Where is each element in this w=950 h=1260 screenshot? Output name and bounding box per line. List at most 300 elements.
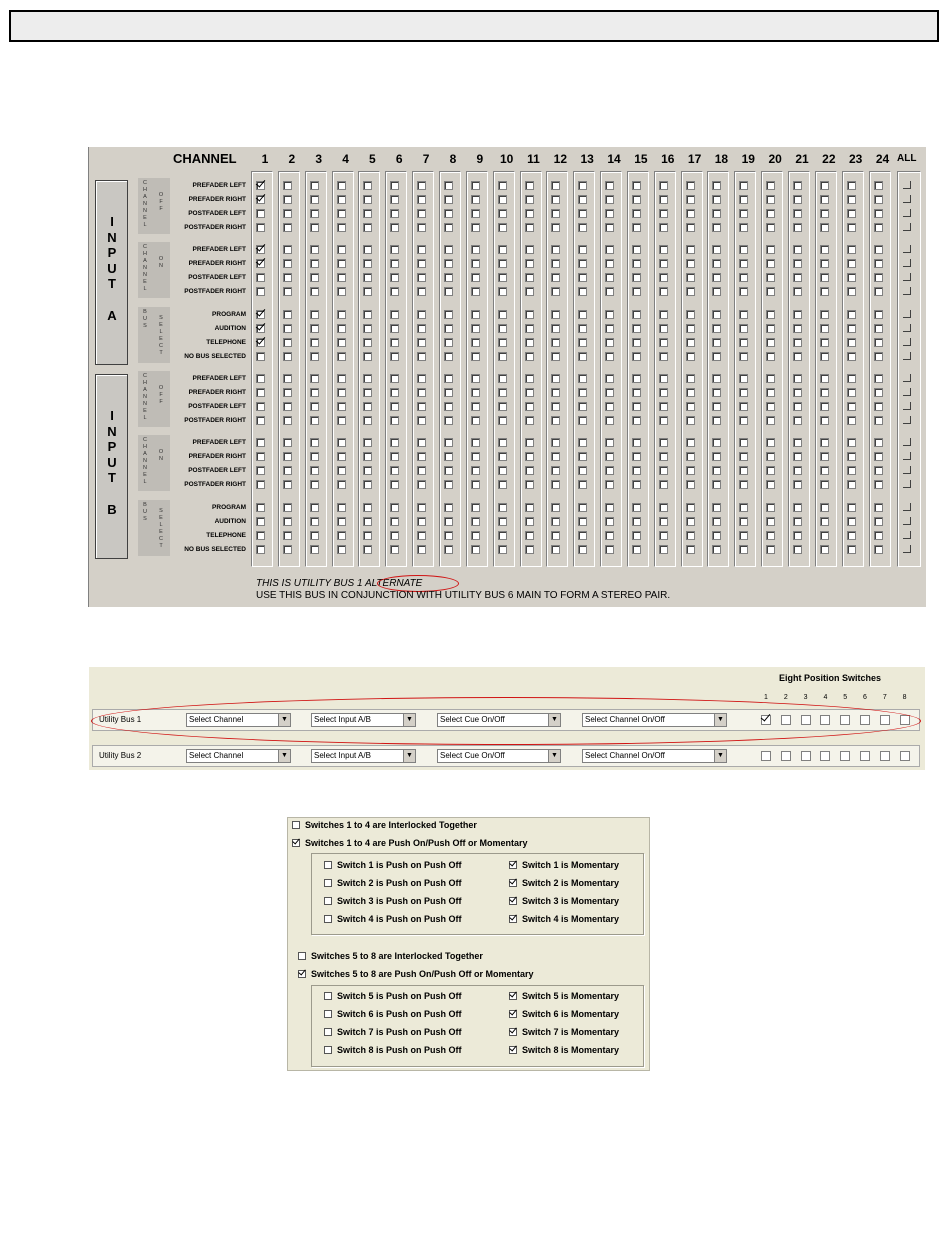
channel-2-checkbox[interactable] bbox=[283, 452, 292, 461]
channel-16-checkbox[interactable] bbox=[659, 480, 668, 489]
channel-22-checkbox[interactable] bbox=[820, 324, 829, 333]
channel-11-checkbox[interactable] bbox=[525, 338, 534, 347]
channel-19-checkbox[interactable] bbox=[739, 531, 748, 540]
channel-13-checkbox[interactable] bbox=[578, 195, 587, 204]
channel-9-checkbox[interactable] bbox=[471, 438, 480, 447]
channel-2-checkbox[interactable] bbox=[283, 545, 292, 554]
channel-24-checkbox[interactable] bbox=[874, 245, 883, 254]
channel-3-checkbox[interactable] bbox=[310, 374, 319, 383]
channel-24-checkbox[interactable] bbox=[874, 388, 883, 397]
channel-9-checkbox[interactable] bbox=[471, 245, 480, 254]
channel-5-checkbox[interactable] bbox=[363, 245, 372, 254]
channel-11-checkbox[interactable] bbox=[525, 517, 534, 526]
g1-push-4-checkbox[interactable] bbox=[324, 915, 332, 923]
channel-19-checkbox[interactable] bbox=[739, 338, 748, 347]
channel-9-checkbox[interactable] bbox=[471, 259, 480, 268]
channel-24-checkbox[interactable] bbox=[874, 352, 883, 361]
channel-13-checkbox[interactable] bbox=[578, 245, 587, 254]
channel-5-checkbox[interactable] bbox=[363, 259, 372, 268]
g1-push-2-checkbox[interactable] bbox=[324, 879, 332, 887]
channel-24-checkbox[interactable] bbox=[874, 466, 883, 475]
all-button[interactable] bbox=[903, 273, 911, 281]
channel-24-checkbox[interactable] bbox=[874, 209, 883, 218]
channel-17-checkbox[interactable] bbox=[686, 545, 695, 554]
channel-11-checkbox[interactable] bbox=[525, 324, 534, 333]
channel-4-checkbox[interactable] bbox=[337, 416, 346, 425]
channel-1-checkbox[interactable] bbox=[256, 273, 265, 282]
channel-14-checkbox[interactable] bbox=[605, 209, 614, 218]
select-channel-dropdown[interactable]: Select Channel ▼ bbox=[186, 713, 291, 727]
channel-2-checkbox[interactable] bbox=[283, 324, 292, 333]
channel-15-checkbox[interactable] bbox=[632, 352, 641, 361]
channel-17-checkbox[interactable] bbox=[686, 195, 695, 204]
channel-21-checkbox[interactable] bbox=[793, 388, 802, 397]
channel-4-checkbox[interactable] bbox=[337, 287, 346, 296]
channel-12-checkbox[interactable] bbox=[551, 480, 560, 489]
g1-momentary-1[interactable] bbox=[509, 860, 619, 870]
channel-20-checkbox[interactable] bbox=[766, 503, 775, 512]
g2-mode[interactable] bbox=[298, 969, 534, 979]
channel-11-checkbox[interactable] bbox=[525, 223, 534, 232]
channel-7-checkbox[interactable] bbox=[417, 388, 426, 397]
channel-1-checkbox[interactable] bbox=[256, 195, 265, 204]
channel-13-checkbox[interactable] bbox=[578, 517, 587, 526]
channel-23-checkbox[interactable] bbox=[847, 452, 856, 461]
channel-20-checkbox[interactable] bbox=[766, 402, 775, 411]
channel-2-checkbox[interactable] bbox=[283, 503, 292, 512]
channel-3-checkbox[interactable] bbox=[310, 466, 319, 475]
channel-8-checkbox[interactable] bbox=[444, 310, 453, 319]
channel-13-checkbox[interactable] bbox=[578, 466, 587, 475]
channel-2-checkbox[interactable] bbox=[283, 402, 292, 411]
channel-22-checkbox[interactable] bbox=[820, 480, 829, 489]
channel-23-checkbox[interactable] bbox=[847, 273, 856, 282]
channel-11-checkbox[interactable] bbox=[525, 195, 534, 204]
channel-17-checkbox[interactable] bbox=[686, 503, 695, 512]
channel-11-checkbox[interactable] bbox=[525, 352, 534, 361]
channel-12-checkbox[interactable] bbox=[551, 287, 560, 296]
channel-17-checkbox[interactable] bbox=[686, 223, 695, 232]
channel-20-checkbox[interactable] bbox=[766, 181, 775, 190]
switch-1-checkbox[interactable] bbox=[761, 751, 771, 761]
channel-24-checkbox[interactable] bbox=[874, 287, 883, 296]
channel-1-checkbox[interactable] bbox=[256, 259, 265, 268]
channel-2-checkbox[interactable] bbox=[283, 438, 292, 447]
channel-24-checkbox[interactable] bbox=[874, 223, 883, 232]
channel-4-checkbox[interactable] bbox=[337, 545, 346, 554]
channel-8-checkbox[interactable] bbox=[444, 352, 453, 361]
channel-8-checkbox[interactable] bbox=[444, 209, 453, 218]
channel-7-checkbox[interactable] bbox=[417, 416, 426, 425]
channel-11-checkbox[interactable] bbox=[525, 545, 534, 554]
channel-15-checkbox[interactable] bbox=[632, 181, 641, 190]
channel-7-checkbox[interactable] bbox=[417, 259, 426, 268]
channel-21-checkbox[interactable] bbox=[793, 338, 802, 347]
g1-push-2[interactable] bbox=[324, 878, 462, 888]
channel-21-checkbox[interactable] bbox=[793, 223, 802, 232]
channel-23-checkbox[interactable] bbox=[847, 503, 856, 512]
channel-1-checkbox[interactable] bbox=[256, 466, 265, 475]
channel-14-checkbox[interactable] bbox=[605, 195, 614, 204]
channel-18-checkbox[interactable] bbox=[712, 388, 721, 397]
channel-11-checkbox[interactable] bbox=[525, 310, 534, 319]
channel-7-checkbox[interactable] bbox=[417, 338, 426, 347]
all-button[interactable] bbox=[903, 517, 911, 525]
channel-4-checkbox[interactable] bbox=[337, 374, 346, 383]
channel-21-checkbox[interactable] bbox=[793, 545, 802, 554]
all-button[interactable] bbox=[903, 545, 911, 553]
channel-4-checkbox[interactable] bbox=[337, 531, 346, 540]
channel-9-checkbox[interactable] bbox=[471, 374, 480, 383]
channel-23-checkbox[interactable] bbox=[847, 195, 856, 204]
channel-23-checkbox[interactable] bbox=[847, 517, 856, 526]
channel-21-checkbox[interactable] bbox=[793, 195, 802, 204]
channel-17-checkbox[interactable] bbox=[686, 438, 695, 447]
channel-10-checkbox[interactable] bbox=[498, 480, 507, 489]
channel-12-checkbox[interactable] bbox=[551, 223, 560, 232]
channel-3-checkbox[interactable] bbox=[310, 259, 319, 268]
channel-19-checkbox[interactable] bbox=[739, 402, 748, 411]
channel-24-checkbox[interactable] bbox=[874, 273, 883, 282]
channel-4-checkbox[interactable] bbox=[337, 388, 346, 397]
channel-14-checkbox[interactable] bbox=[605, 466, 614, 475]
channel-2-checkbox[interactable] bbox=[283, 287, 292, 296]
g2-momentary-6-checkbox[interactable] bbox=[509, 1010, 517, 1018]
channel-13-checkbox[interactable] bbox=[578, 352, 587, 361]
g2-momentary-5-checkbox[interactable] bbox=[509, 992, 517, 1000]
channel-10-checkbox[interactable] bbox=[498, 324, 507, 333]
channel-23-checkbox[interactable] bbox=[847, 287, 856, 296]
channel-11-checkbox[interactable] bbox=[525, 181, 534, 190]
channel-19-checkbox[interactable] bbox=[739, 480, 748, 489]
channel-3-checkbox[interactable] bbox=[310, 324, 319, 333]
channel-21-checkbox[interactable] bbox=[793, 438, 802, 447]
channel-14-checkbox[interactable] bbox=[605, 438, 614, 447]
channel-6-checkbox[interactable] bbox=[390, 287, 399, 296]
channel-3-checkbox[interactable] bbox=[310, 181, 319, 190]
channel-2-checkbox[interactable] bbox=[283, 245, 292, 254]
channel-10-checkbox[interactable] bbox=[498, 287, 507, 296]
channel-22-checkbox[interactable] bbox=[820, 181, 829, 190]
channel-7-checkbox[interactable] bbox=[417, 273, 426, 282]
all-button[interactable] bbox=[903, 352, 911, 360]
channel-3-checkbox[interactable] bbox=[310, 416, 319, 425]
channel-13-checkbox[interactable] bbox=[578, 273, 587, 282]
channel-20-checkbox[interactable] bbox=[766, 245, 775, 254]
channel-16-checkbox[interactable] bbox=[659, 338, 668, 347]
channel-24-checkbox[interactable] bbox=[874, 480, 883, 489]
channel-19-checkbox[interactable] bbox=[739, 452, 748, 461]
channel-15-checkbox[interactable] bbox=[632, 287, 641, 296]
channel-14-checkbox[interactable] bbox=[605, 374, 614, 383]
all-button[interactable] bbox=[903, 374, 911, 382]
all-button[interactable] bbox=[903, 438, 911, 446]
channel-12-checkbox[interactable] bbox=[551, 466, 560, 475]
channel-3-checkbox[interactable] bbox=[310, 352, 319, 361]
channel-16-checkbox[interactable] bbox=[659, 402, 668, 411]
channel-10-checkbox[interactable] bbox=[498, 352, 507, 361]
channel-15-checkbox[interactable] bbox=[632, 374, 641, 383]
channel-8-checkbox[interactable] bbox=[444, 181, 453, 190]
channel-6-checkbox[interactable] bbox=[390, 181, 399, 190]
channel-11-checkbox[interactable] bbox=[525, 259, 534, 268]
all-button[interactable] bbox=[903, 388, 911, 396]
channel-10-checkbox[interactable] bbox=[498, 310, 507, 319]
channel-14-checkbox[interactable] bbox=[605, 416, 614, 425]
channel-5-checkbox[interactable] bbox=[363, 402, 372, 411]
channel-13-checkbox[interactable] bbox=[578, 310, 587, 319]
channel-2-checkbox[interactable] bbox=[283, 352, 292, 361]
channel-4-checkbox[interactable] bbox=[337, 503, 346, 512]
select-input-dropdown[interactable]: Select Input A/B ▼ bbox=[311, 749, 416, 763]
channel-9-checkbox[interactable] bbox=[471, 352, 480, 361]
channel-21-checkbox[interactable] bbox=[793, 287, 802, 296]
channel-13-checkbox[interactable] bbox=[578, 545, 587, 554]
channel-23-checkbox[interactable] bbox=[847, 374, 856, 383]
channel-2-checkbox[interactable] bbox=[283, 388, 292, 397]
channel-9-checkbox[interactable] bbox=[471, 273, 480, 282]
channel-22-checkbox[interactable] bbox=[820, 503, 829, 512]
channel-15-checkbox[interactable] bbox=[632, 438, 641, 447]
channel-5-checkbox[interactable] bbox=[363, 324, 372, 333]
channel-8-checkbox[interactable] bbox=[444, 195, 453, 204]
channel-1-checkbox[interactable] bbox=[256, 324, 265, 333]
channel-5-checkbox[interactable] bbox=[363, 452, 372, 461]
channel-18-checkbox[interactable] bbox=[712, 259, 721, 268]
channel-10-checkbox[interactable] bbox=[498, 259, 507, 268]
all-button[interactable] bbox=[903, 466, 911, 474]
channel-1-checkbox[interactable] bbox=[256, 209, 265, 218]
channel-20-checkbox[interactable] bbox=[766, 416, 775, 425]
channel-19-checkbox[interactable] bbox=[739, 324, 748, 333]
all-button[interactable] bbox=[903, 416, 911, 424]
channel-19-checkbox[interactable] bbox=[739, 388, 748, 397]
channel-23-checkbox[interactable] bbox=[847, 438, 856, 447]
select-channel-dropdown[interactable]: Select Channel ▼ bbox=[186, 749, 291, 763]
channel-1-checkbox[interactable] bbox=[256, 402, 265, 411]
channel-8-checkbox[interactable] bbox=[444, 324, 453, 333]
select-onoff-dropdown[interactable]: Select Channel On/Off ▼ bbox=[582, 749, 727, 763]
channel-8-checkbox[interactable] bbox=[444, 517, 453, 526]
channel-9-checkbox[interactable] bbox=[471, 310, 480, 319]
channel-5-checkbox[interactable] bbox=[363, 273, 372, 282]
g2-push-6[interactable] bbox=[324, 1009, 462, 1019]
channel-16-checkbox[interactable] bbox=[659, 310, 668, 319]
channel-22-checkbox[interactable] bbox=[820, 466, 829, 475]
channel-18-checkbox[interactable] bbox=[712, 195, 721, 204]
channel-21-checkbox[interactable] bbox=[793, 466, 802, 475]
channel-11-checkbox[interactable] bbox=[525, 209, 534, 218]
channel-2-checkbox[interactable] bbox=[283, 273, 292, 282]
channel-14-checkbox[interactable] bbox=[605, 545, 614, 554]
channel-24-checkbox[interactable] bbox=[874, 452, 883, 461]
channel-24-checkbox[interactable] bbox=[874, 517, 883, 526]
channel-1-checkbox[interactable] bbox=[256, 245, 265, 254]
g2-momentary-5[interactable] bbox=[509, 991, 619, 1001]
channel-10-checkbox[interactable] bbox=[498, 195, 507, 204]
channel-10-checkbox[interactable] bbox=[498, 245, 507, 254]
channel-10-checkbox[interactable] bbox=[498, 338, 507, 347]
channel-7-checkbox[interactable] bbox=[417, 402, 426, 411]
channel-16-checkbox[interactable] bbox=[659, 287, 668, 296]
channel-3-checkbox[interactable] bbox=[310, 338, 319, 347]
channel-12-checkbox[interactable] bbox=[551, 259, 560, 268]
channel-6-checkbox[interactable] bbox=[390, 388, 399, 397]
all-button[interactable] bbox=[903, 480, 911, 488]
channel-15-checkbox[interactable] bbox=[632, 209, 641, 218]
channel-4-checkbox[interactable] bbox=[337, 517, 346, 526]
channel-23-checkbox[interactable] bbox=[847, 531, 856, 540]
channel-2-checkbox[interactable] bbox=[283, 466, 292, 475]
channel-1-checkbox[interactable] bbox=[256, 352, 265, 361]
channel-21-checkbox[interactable] bbox=[793, 402, 802, 411]
channel-3-checkbox[interactable] bbox=[310, 209, 319, 218]
channel-16-checkbox[interactable] bbox=[659, 438, 668, 447]
switch-5-checkbox[interactable] bbox=[840, 751, 850, 761]
channel-1-checkbox[interactable] bbox=[256, 545, 265, 554]
channel-12-checkbox[interactable] bbox=[551, 388, 560, 397]
channel-17-checkbox[interactable] bbox=[686, 287, 695, 296]
channel-12-checkbox[interactable] bbox=[551, 352, 560, 361]
channel-22-checkbox[interactable] bbox=[820, 545, 829, 554]
channel-8-checkbox[interactable] bbox=[444, 374, 453, 383]
channel-4-checkbox[interactable] bbox=[337, 310, 346, 319]
channel-4-checkbox[interactable] bbox=[337, 352, 346, 361]
channel-22-checkbox[interactable] bbox=[820, 531, 829, 540]
channel-12-checkbox[interactable] bbox=[551, 324, 560, 333]
channel-18-checkbox[interactable] bbox=[712, 352, 721, 361]
channel-21-checkbox[interactable] bbox=[793, 416, 802, 425]
g2-push-8-checkbox[interactable] bbox=[324, 1046, 332, 1054]
channel-18-checkbox[interactable] bbox=[712, 223, 721, 232]
channel-12-checkbox[interactable] bbox=[551, 245, 560, 254]
all-button[interactable] bbox=[903, 209, 911, 217]
channel-11-checkbox[interactable] bbox=[525, 503, 534, 512]
channel-19-checkbox[interactable] bbox=[739, 310, 748, 319]
channel-9-checkbox[interactable] bbox=[471, 388, 480, 397]
g2-momentary-6[interactable] bbox=[509, 1009, 619, 1019]
channel-19-checkbox[interactable] bbox=[739, 223, 748, 232]
channel-8-checkbox[interactable] bbox=[444, 438, 453, 447]
channel-16-checkbox[interactable] bbox=[659, 259, 668, 268]
select-cue-dropdown[interactable]: Select Cue On/Off ▼ bbox=[437, 713, 561, 727]
channel-19-checkbox[interactable] bbox=[739, 466, 748, 475]
channel-5-checkbox[interactable] bbox=[363, 545, 372, 554]
channel-22-checkbox[interactable] bbox=[820, 416, 829, 425]
channel-24-checkbox[interactable] bbox=[874, 416, 883, 425]
channel-24-checkbox[interactable] bbox=[874, 181, 883, 190]
channel-9-checkbox[interactable] bbox=[471, 466, 480, 475]
channel-22-checkbox[interactable] bbox=[820, 374, 829, 383]
channel-17-checkbox[interactable] bbox=[686, 181, 695, 190]
channel-2-checkbox[interactable] bbox=[283, 181, 292, 190]
channel-11-checkbox[interactable] bbox=[525, 287, 534, 296]
channel-16-checkbox[interactable] bbox=[659, 273, 668, 282]
channel-20-checkbox[interactable] bbox=[766, 388, 775, 397]
channel-6-checkbox[interactable] bbox=[390, 259, 399, 268]
channel-20-checkbox[interactable] bbox=[766, 259, 775, 268]
channel-19-checkbox[interactable] bbox=[739, 438, 748, 447]
channel-16-checkbox[interactable] bbox=[659, 195, 668, 204]
channel-13-checkbox[interactable] bbox=[578, 503, 587, 512]
channel-11-checkbox[interactable] bbox=[525, 245, 534, 254]
channel-18-checkbox[interactable] bbox=[712, 517, 721, 526]
channel-7-checkbox[interactable] bbox=[417, 287, 426, 296]
channel-4-checkbox[interactable] bbox=[337, 480, 346, 489]
channel-2-checkbox[interactable] bbox=[283, 480, 292, 489]
all-button[interactable] bbox=[903, 223, 911, 231]
channel-8-checkbox[interactable] bbox=[444, 388, 453, 397]
channel-24-checkbox[interactable] bbox=[874, 324, 883, 333]
channel-23-checkbox[interactable] bbox=[847, 209, 856, 218]
channel-23-checkbox[interactable] bbox=[847, 181, 856, 190]
channel-9-checkbox[interactable] bbox=[471, 195, 480, 204]
channel-4-checkbox[interactable] bbox=[337, 338, 346, 347]
all-button[interactable] bbox=[903, 531, 911, 539]
channel-7-checkbox[interactable] bbox=[417, 503, 426, 512]
channel-4-checkbox[interactable] bbox=[337, 466, 346, 475]
all-button[interactable] bbox=[903, 402, 911, 410]
channel-1-checkbox[interactable] bbox=[256, 438, 265, 447]
channel-12-checkbox[interactable] bbox=[551, 545, 560, 554]
channel-12-checkbox[interactable] bbox=[551, 416, 560, 425]
channel-5-checkbox[interactable] bbox=[363, 517, 372, 526]
channel-7-checkbox[interactable] bbox=[417, 181, 426, 190]
channel-3-checkbox[interactable] bbox=[310, 517, 319, 526]
channel-21-checkbox[interactable] bbox=[793, 324, 802, 333]
channel-15-checkbox[interactable] bbox=[632, 503, 641, 512]
channel-23-checkbox[interactable] bbox=[847, 416, 856, 425]
channel-20-checkbox[interactable] bbox=[766, 287, 775, 296]
channel-22-checkbox[interactable] bbox=[820, 209, 829, 218]
channel-23-checkbox[interactable] bbox=[847, 466, 856, 475]
channel-11-checkbox[interactable] bbox=[525, 531, 534, 540]
channel-10-checkbox[interactable] bbox=[498, 374, 507, 383]
channel-9-checkbox[interactable] bbox=[471, 531, 480, 540]
channel-13-checkbox[interactable] bbox=[578, 402, 587, 411]
channel-14-checkbox[interactable] bbox=[605, 531, 614, 540]
channel-23-checkbox[interactable] bbox=[847, 310, 856, 319]
g1-push-4[interactable] bbox=[324, 914, 462, 924]
channel-1-checkbox[interactable] bbox=[256, 374, 265, 383]
g1-momentary-2-checkbox[interactable] bbox=[509, 879, 517, 887]
select-cue-dropdown[interactable]: Select Cue On/Off ▼ bbox=[437, 749, 561, 763]
channel-4-checkbox[interactable] bbox=[337, 209, 346, 218]
channel-17-checkbox[interactable] bbox=[686, 466, 695, 475]
select-onoff-dropdown[interactable]: Select Channel On/Off ▼ bbox=[582, 713, 727, 727]
channel-20-checkbox[interactable] bbox=[766, 324, 775, 333]
channel-5-checkbox[interactable] bbox=[363, 466, 372, 475]
channel-12-checkbox[interactable] bbox=[551, 402, 560, 411]
channel-3-checkbox[interactable] bbox=[310, 531, 319, 540]
channel-8-checkbox[interactable] bbox=[444, 466, 453, 475]
channel-15-checkbox[interactable] bbox=[632, 402, 641, 411]
channel-20-checkbox[interactable] bbox=[766, 438, 775, 447]
channel-3-checkbox[interactable] bbox=[310, 245, 319, 254]
channel-9-checkbox[interactable] bbox=[471, 402, 480, 411]
channel-14-checkbox[interactable] bbox=[605, 480, 614, 489]
g1-momentary-1-checkbox[interactable] bbox=[509, 861, 517, 869]
channel-20-checkbox[interactable] bbox=[766, 195, 775, 204]
channel-1-checkbox[interactable] bbox=[256, 480, 265, 489]
channel-2-checkbox[interactable] bbox=[283, 310, 292, 319]
channel-6-checkbox[interactable] bbox=[390, 517, 399, 526]
channel-21-checkbox[interactable] bbox=[793, 209, 802, 218]
channel-15-checkbox[interactable] bbox=[632, 195, 641, 204]
channel-8-checkbox[interactable] bbox=[444, 287, 453, 296]
channel-24-checkbox[interactable] bbox=[874, 338, 883, 347]
channel-10-checkbox[interactable] bbox=[498, 517, 507, 526]
